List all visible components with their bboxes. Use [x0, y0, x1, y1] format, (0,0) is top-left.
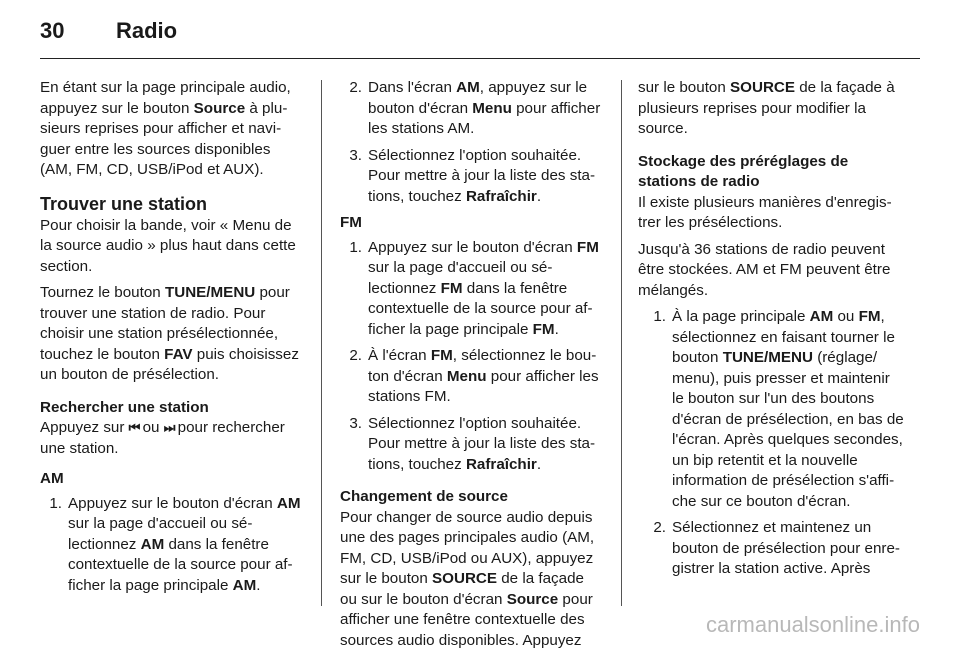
list-item: 3. Sélectionnez l'option souhaitée. Pour mettre à jour la liste des stations, touchez Rafraîchir. [349, 146, 596, 205]
column-2 [340, 78, 604, 657]
fm-label: FM [340, 214, 362, 231]
list-item: 3. Sélectionnez l'option souhaitée. Pour mettre à jour la liste des stations, touchez Rafraîchir. [349, 414, 596, 473]
paragraph-choisir-bande: Pour choisir la bande, voir « Menu de la source audio » plus haut dans cette section. [40, 216, 296, 275]
paragraph-continuation: sur le bouton SOURCE de la façade à plusieurs reprises pour modifier la source. [638, 79, 895, 137]
watermark: carmanualsonline.info [705, 612, 920, 637]
paragraph-appuyez-seek: Appuyez sur ⏮ ou ⏭ pour rechercher une station. [40, 419, 285, 457]
header-rule [40, 58, 920, 59]
list-item: 2. À l'écran FM, sélectionnez le bouton d'écran Menu pour afficher les stations FM. [349, 347, 599, 405]
page-number: 30 [40, 18, 65, 43]
heading-changement-source: Changement de source [340, 488, 508, 505]
list-item: 2. Sélectionnez et maintenez un bouton de présélection pour enregistrer la station active. Après [653, 519, 900, 577]
paragraph-existe: Il existe plusieurs manières d'enregistrer les présélections. [638, 193, 892, 231]
column-3 [638, 78, 904, 586]
list-item: 1. À la page principale AM ou FM, sélectionnez en faisant tourner le bouton TUNE/MENU (réglage/ menu), puis presser et maintenir le bouton sur l'un des boutons d'écran de présélection, en bas de l'écran. Après quelques secondes, un bip retentit et la nouvelle information de présélection s'affiche sur ce bouton d'écran. [653, 308, 904, 510]
paragraph-tournez: Tournez le bouton TUNE/MENU pour trouver une station de radio. Pour choisir une station présélectionnée, touchez le bouton FAV puis choisissez un bouton de présélection. [40, 284, 299, 383]
page-header [40, 18, 177, 44]
list-item: 1. Appuyez sur le bouton d'écran FM sur la page d'accueil ou sélectionnez FM dans la fenêtre contextuelle de la source pour afficher la page principale FM. [349, 238, 599, 338]
am-label: AM [40, 470, 64, 487]
column-1 [40, 78, 306, 602]
paragraph-changer-source: Pour changer de source audio depuis une des pages principales audio (AM, FM, CD, USB/iPod ou AUX), appuyez sur le bouton SOURCE de la façade ou sur le bouton d'écran Source pour afficher une fenêtre contextuelle des sources audio disponibles. Appuyez [340, 508, 595, 649]
heading-stockage-preréglages: Stockage des préréglages de stations de radio [638, 152, 849, 190]
list-item: 1. Appuyez sur le bouton d'écran AM sur la page d'accueil ou sélectionnez AM dans la fenêtre contextuelle de la source pour afficher la page principale AM. [49, 494, 301, 594]
paragraph-jusqua-36: Jusqu'à 36 stations de radio peuvent être stockées. AM et FM peuvent être mélangés. [638, 240, 891, 299]
list-item: 2. Dans l'écran AM, appuyez sur le bouton d'écran Menu pour afficher les stations AM. [349, 79, 601, 137]
column-divider [321, 80, 322, 606]
seek-forward-icon: ⏭ [163, 420, 174, 435]
chapter-title: Radio [116, 18, 178, 43]
heading-trouver-station: Trouver une station [40, 193, 208, 214]
heading-rechercher-station: Rechercher une station [40, 398, 209, 416]
intro-paragraph: En étant sur la page principale audio, appuyez sur le bouton Source à plusieurs reprises pour afficher et naviguer entre les sources disponibles (AM, FM, CD, USB/iPod et AUX). [40, 79, 291, 178]
seek-back-icon: ⏮ [128, 420, 139, 435]
column-divider [621, 80, 622, 606]
